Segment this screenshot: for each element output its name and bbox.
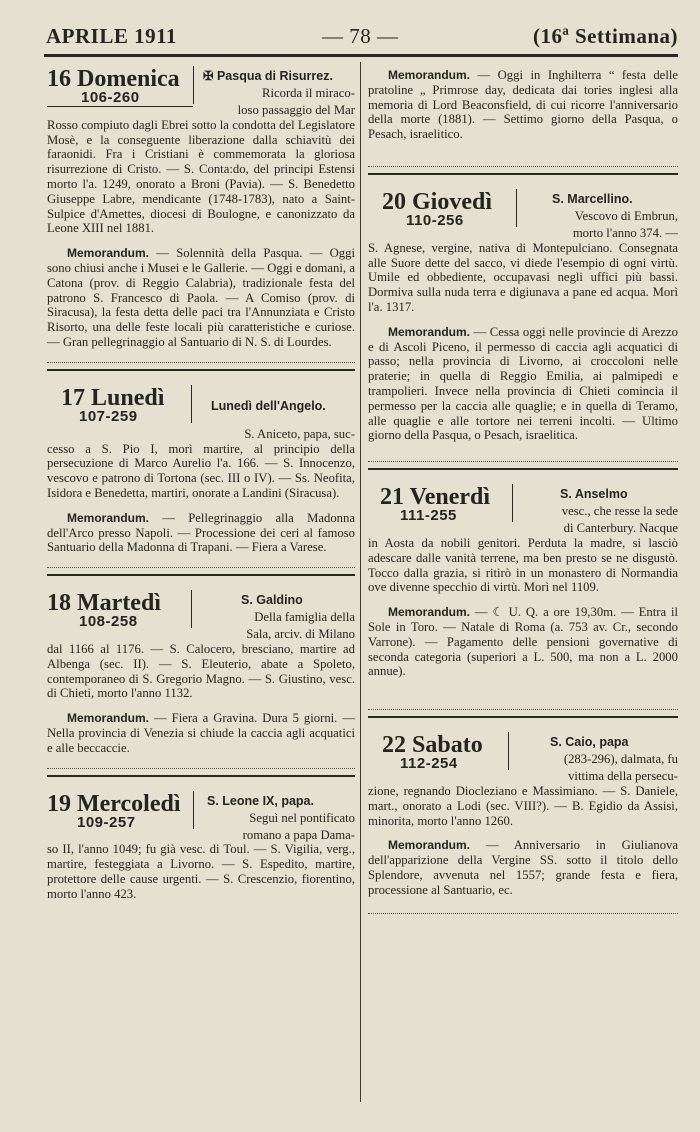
day-body: S. Agnese, vergine, nativa di Montepulciano. Consegnata alle Suore dette del sacco, vi diede l'esempio di ogni virtù. Umile ed obbediente, occupavasi negli uffici più bassi. Dormiva sulla nuda terra e digiunava a pane ed acqua. Morì l'a. 1317. — [368, 240, 678, 314]
section-rule — [47, 369, 355, 371]
memorandum — [47, 511, 355, 555]
day-body: in Aosta da nobili genitori. Perduta la madre, si lasciò adescare dalle vanità terrene, ma ben presto se ne disgustò. Tocco dalla grazia, si ritirò in un monastero di Normandia ove divenne specchio di virtù. Morì nel 1109. — [368, 535, 678, 595]
saint-title: S. Galdino — [241, 593, 303, 608]
memo-label: Memorandum. — [67, 510, 150, 525]
head-bar — [516, 189, 517, 227]
page-header — [46, 24, 678, 54]
saint-title: S. Leone IX, papa. — [207, 793, 314, 808]
head-bar — [193, 791, 194, 829]
day-entry-19 — [47, 791, 355, 902]
dotted-divider — [47, 567, 355, 568]
memorandum — [368, 838, 678, 897]
head-bar — [191, 590, 192, 628]
dotted-divider — [368, 709, 678, 710]
day-number: 108-258 — [79, 613, 138, 631]
memo-label: Memorandum. — [388, 324, 471, 339]
memo-label: Memorandum. — [388, 838, 471, 853]
day-body: zione, regnando Diocleziano e Massimiano. — S. Daniele, mart., onorato a Lodi (sec. VIII?). — B. Egidio da Assisi, minorita, morto l'anno 1260. — [368, 783, 678, 828]
saint-title: S. Caio, papa — [550, 735, 629, 750]
saint-title: Lunedì dell'Angelo. — [211, 398, 326, 413]
saint-title: ✠ Pasqua di Risurrez. — [203, 69, 333, 83]
day-number: 106-260 — [81, 89, 140, 106]
day-name: 20 Giovedì — [382, 188, 493, 215]
memo-text: — Oggi in Inghilterra “ festa delle pratoline „ Primrose day, dedicata dai tories inglesi alla memoria di Lord Beaconsfield, di cui ricorre l'anniversario della morte (1881). — Settimo giorno della Pasqua, o Pesach, israelitico. — [368, 68, 678, 142]
section-rule — [368, 716, 678, 718]
dotted-divider — [47, 768, 355, 769]
saint-line-2: romano a papa Dama- — [242, 827, 355, 842]
head-bar — [512, 484, 513, 522]
header-month: APRILE 1911 — [46, 24, 177, 48]
dotted-divider — [47, 362, 355, 363]
memorandum — [368, 605, 678, 679]
day-body: dal 1166 al 1176. — S. Calocero, bresciano, martire ad Albenga (sec. II). — S. Eleuterio, abate a Spoleto, contemporaneo di S. Gregorio Magno. — S. Giustino, vesc. di Chieti, morto l'anno 1132. — [47, 641, 355, 701]
memo-text: — Solennità della Pasqua. — Oggi sono chiusi anche i Musei e le Gallerie. — Oggi e domani, a Catona (prov. di Reggio Calabria), tradizionale festa del patrono S. Francesco di Paola. — A Comiso (prov. di Siracusa), la festa detta delle paci tra l'Annunziata e Cristo Risorto, una delle feste locali più caratteristiche e curiose. — Gran pellegrinaggio al Santuario di N. S. di Lourdes. — [47, 246, 356, 349]
saint-line-1: (283-296), dalmata, fu — [563, 752, 678, 767]
saint-line-2: vittima della persecu- — [568, 769, 678, 784]
right-column — [368, 68, 678, 920]
memorandum — [368, 68, 678, 142]
day-body: so II, l'anno 1049; fu già vesc. di Toul. — S. Vigilia, verg., martire, festeggiata a Livorno. — S. Espedito, martire, protettore delle cause urgenti. — S. Crescenzio, fiorentino, morto l'anno 423. — [47, 842, 355, 901]
head-bar — [191, 385, 192, 423]
day-name: 18 Martedì — [47, 590, 161, 617]
saint-line-2: loso passaggio del Mar — [237, 103, 355, 117]
section-rule — [47, 574, 355, 576]
header-rule — [44, 54, 678, 57]
head-underline — [47, 106, 193, 107]
day-entry-20 — [368, 189, 678, 470]
day-name: 21 Venerdì — [380, 484, 491, 511]
memorandum — [47, 246, 355, 350]
memo-text: — ☾ U. Q. a ore 19,30m. — Entra il Sole in Toro. — Natale di Roma (a. 753 av. Cr., secondo Varrone). — Pagamento delle pensioni governative di seconda categoria (superiori a L. 500, ma non a L. 2000 annue). — [368, 605, 679, 679]
dotted-divider — [368, 461, 678, 462]
memo-text: — Anniversario in Giulianova dell'apparizione della Vergine SS. sotto il titolo dello Splendore, avvenuta nel 1557; grande festa e fiera, processione al Santuario, ec. — [368, 838, 679, 897]
section-rule — [368, 468, 678, 470]
day-number: 111-255 — [400, 507, 457, 525]
section-rule — [47, 775, 355, 777]
memo-text: — Pellegrinaggio alla Madonna dell'Arco presso Napoli. — Processione dei ceri al famoso Santuario della Madonna di Trapani. — Fiera a Varese. — [47, 510, 355, 555]
saint-line-1: vesc., che resse la sede — [561, 504, 678, 519]
day-number: 110-256 — [406, 211, 464, 229]
day-number: 112-254 — [400, 755, 458, 773]
day-entry-19-continued — [368, 68, 678, 175]
saint-title: S. Anselmo — [560, 487, 628, 502]
saint-line-2: Sala, arciv. di Milano — [246, 627, 355, 642]
saint-line-1: Seguì nel pontificato — [249, 810, 355, 825]
day-name: 17 Lunedì — [61, 384, 165, 411]
memorandum — [368, 325, 678, 443]
memo-label: Memorandum. — [67, 246, 150, 261]
memorandum — [47, 711, 355, 755]
dotted-divider — [368, 913, 678, 914]
day-number: 109-257 — [77, 813, 136, 831]
day-body: cesso a S. Pio I, morì martire, al principio della persecuzione di Marco Aurelio l'a. 166. — S. Innocenzo, vescovo e patrono di Tortona (sec. III o IV). — Ss. Neofita, Isidora e Benedetta, martiri, onorate a Landini (Siracusa). — [47, 441, 355, 500]
header-page-number: — 78 — — [322, 24, 399, 48]
day-body: Rosso compiuto dagli Ebrei sotto la condotta del Legislatore Mosè, e la conseguente liberazione dalla schiavitù dei faraonidi. Fra i Cristiani è commemorata la gloriosa risurrezione di Cristo. — S. Conta:do, del principi Estensi morto l'a. 1249, onorato a Broni (Pavia). — S. Benedetto Giuseppe Labre, mendicante (1748-1783), nato a Saint-Sulpice d'Amettes, diocesi di Boulogne, e canonizzato da Leone XIII nel 1881. — [47, 117, 355, 236]
day-name: 16 Domenica — [47, 66, 180, 92]
memo-text: — Cessa oggi nelle provincie di Arezzo e di Ascoli Piceno, il permesso di caccia agli acquatici di passo; nella provincia di Livorno, ai croccoloni nelle praterie; in quella di Reggio Emilia, ai palmipedi e trampolieri. Invece nella provincia di Chieti comincia il permesso per la caccia alle quaglie; e in quella di Teramo, alle quaglie e alle tortore nei terreni incolti. — Ultimo giorno della Pasqua, o Pesach, israelitica. — [368, 324, 678, 443]
day-entry-21 — [368, 484, 678, 718]
saint-line-1: Ricorda il miraco- — [261, 86, 355, 100]
saint-line-2: morto l'anno 374. — — [572, 225, 678, 240]
day-name: 22 Sabato — [382, 732, 483, 759]
saint-title: S. Marcellino. — [552, 191, 633, 206]
head-bar — [508, 732, 509, 770]
section-rule — [368, 173, 678, 175]
left-column — [47, 66, 355, 901]
saint-line-1: S. Aniceto, papa, suc- — [244, 426, 355, 441]
column-divider — [360, 62, 361, 1102]
memo-text: — Fiera a Gravina. Dura 5 giorni. — Nella provincia di Venezia si chiude la caccia agli acquatici e alle beccaccie. — [47, 711, 356, 755]
day-entry-16 — [47, 66, 355, 371]
saint-line-1: Della famiglia della — [254, 610, 355, 625]
memo-label: Memorandum. — [388, 68, 471, 82]
head-bar — [193, 66, 194, 104]
dotted-divider — [368, 166, 678, 167]
saint-line-1: Vescovo di Embrun, — [574, 208, 678, 223]
day-number: 107-259 — [79, 407, 138, 425]
day-entry-17 — [47, 385, 355, 576]
memo-label: Memorandum. — [67, 711, 150, 726]
day-entry-18 — [47, 590, 355, 776]
header-week: (16ª Settimana) — [532, 24, 678, 48]
memo-label: Memorandum. — [388, 605, 471, 620]
day-entry-22 — [368, 732, 678, 914]
saint-line-2: di Canterbury. Nacque — [563, 521, 678, 536]
day-name: 19 Mercoledì — [47, 790, 181, 817]
